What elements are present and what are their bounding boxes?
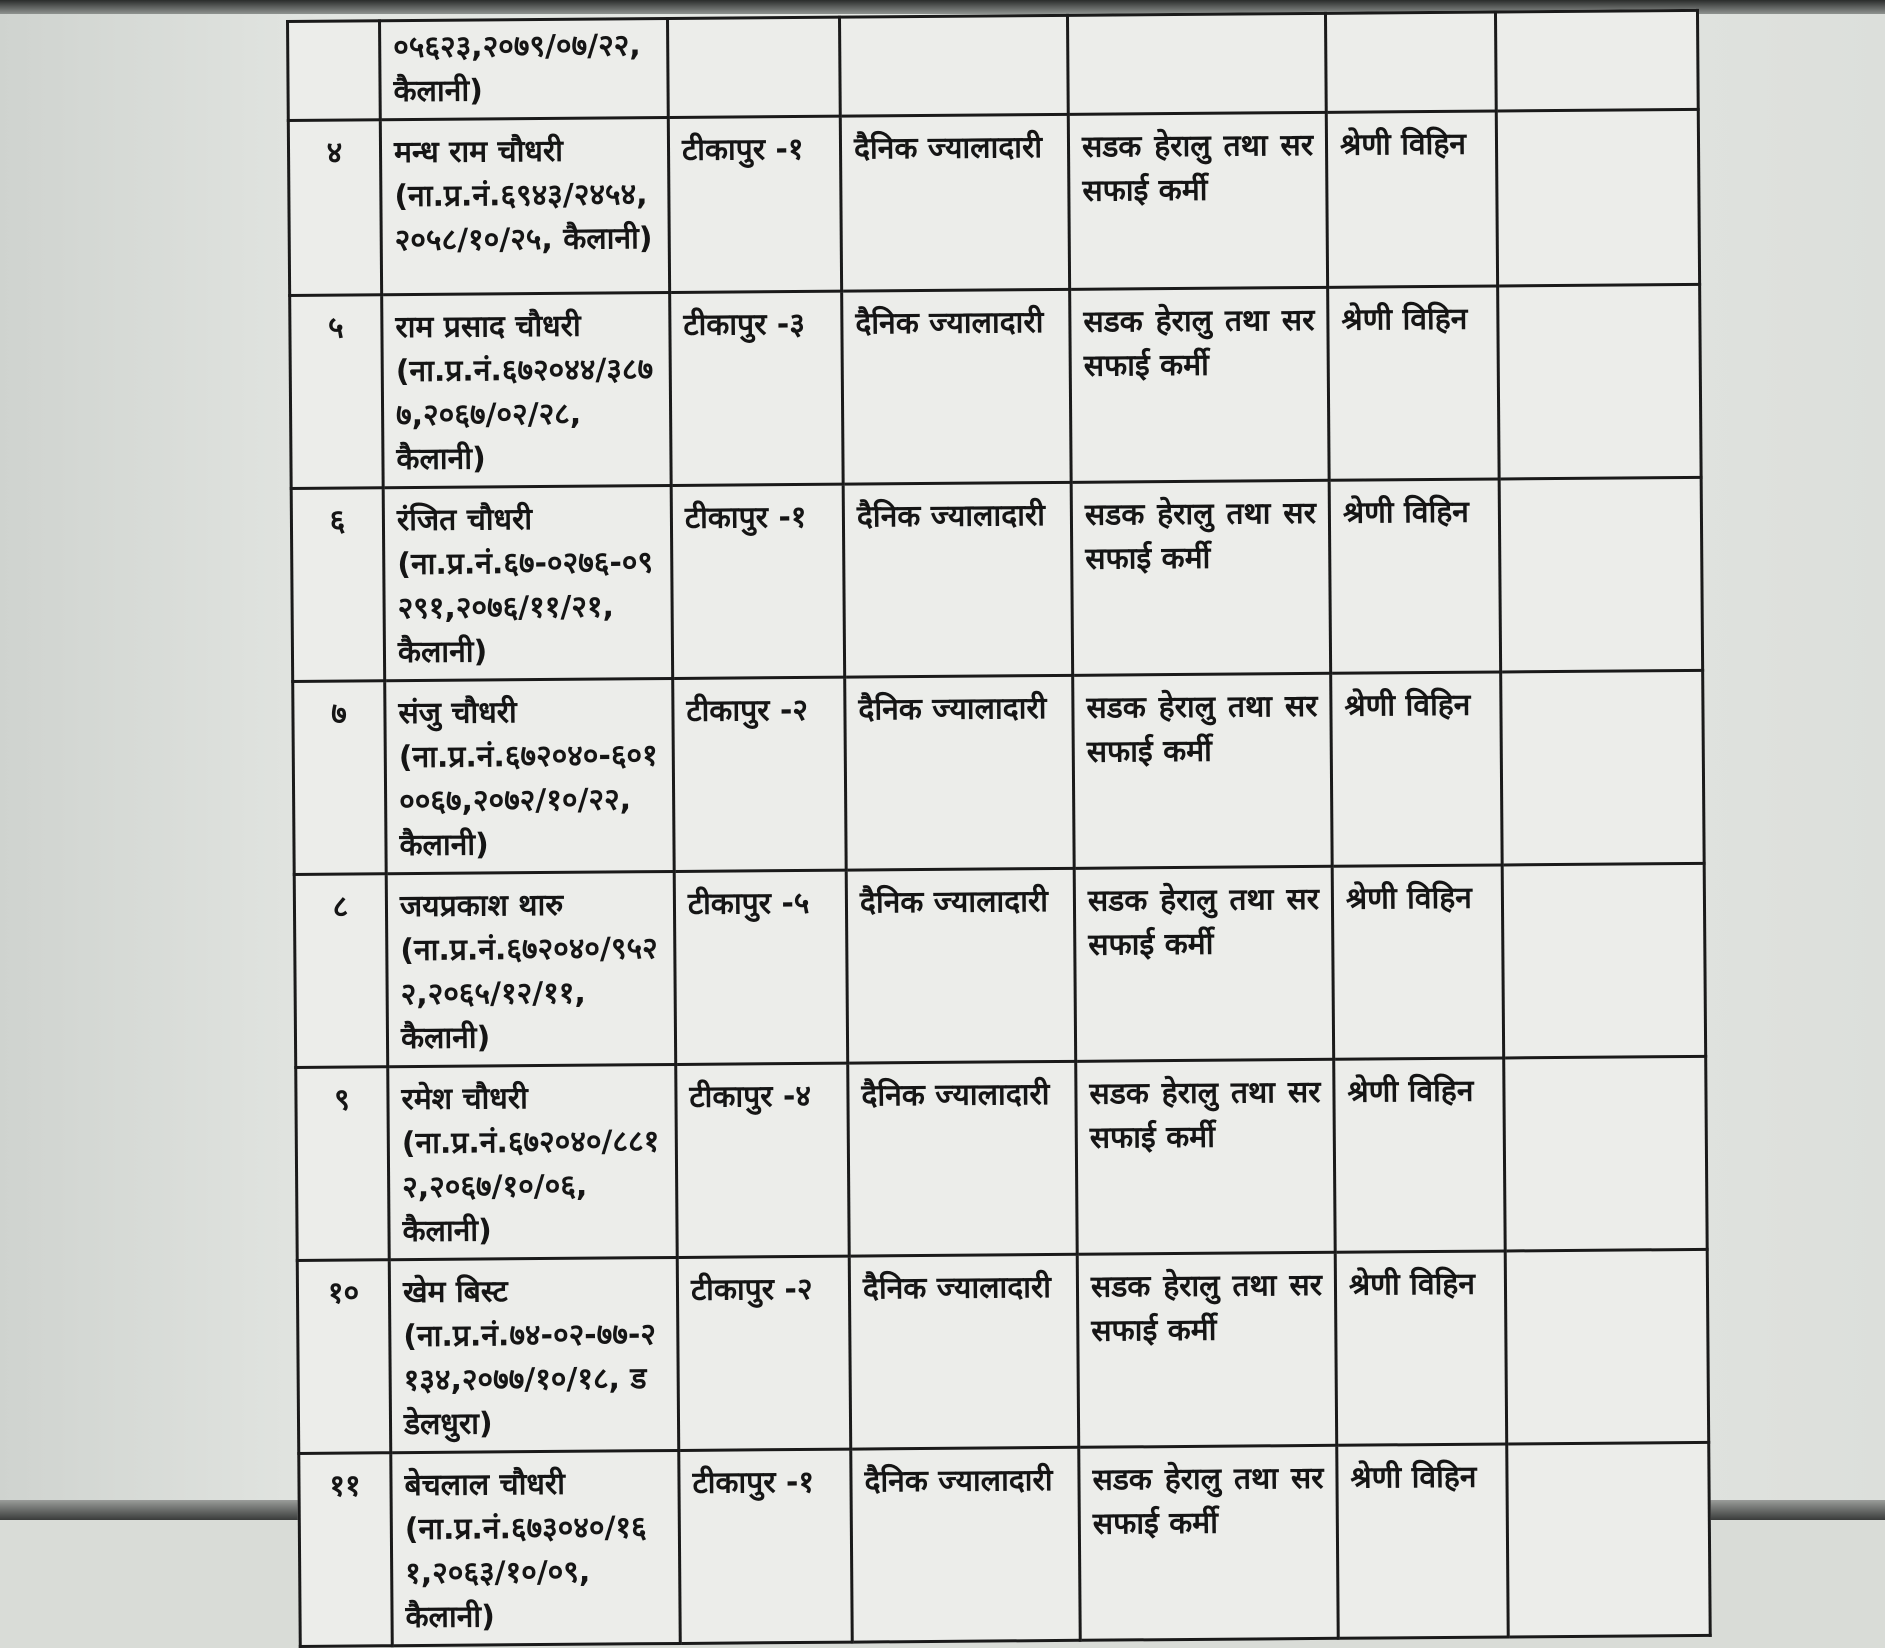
role-cell: सडक हेरालु तथा सरसफाई कर्मी (1071, 480, 1331, 675)
table-row (294, 863, 1705, 1067)
name-cell (386, 871, 676, 1066)
grade-cell: श्रेणी विहिन (1335, 1251, 1507, 1445)
sn-cell: ११ (299, 1453, 393, 1647)
name-cell (382, 292, 672, 487)
name-cell (380, 19, 669, 120)
table-row (299, 1442, 1710, 1646)
role-cell: सडक हेरालु तथा सरसफाई कर्मी (1079, 1445, 1339, 1640)
table-row (293, 670, 1704, 874)
remarks-cell (1501, 670, 1705, 865)
table-row (291, 477, 1702, 681)
staff-name: रमेश चौधरी (401, 1081, 528, 1118)
address-cell: टीकापुर -२ (673, 677, 847, 871)
sn-cell: ७ (293, 681, 387, 875)
staff-name: राम प्रसाद चौधरी (395, 308, 581, 346)
name-cell (383, 485, 673, 680)
role-cell: सडक हेरालु तथा सरसफाई कर्मी (1068, 112, 1327, 289)
sn-cell: ६ (291, 488, 385, 682)
type-cell (839, 15, 1068, 116)
sn-cell: ५ (290, 295, 384, 489)
type-cell: दैनिक ज्यालादारी (849, 1254, 1079, 1449)
type-cell: दैनिक ज्यालादारी (848, 1061, 1078, 1256)
citizenship-details: (ना.प्र.नं.६७२०४०/९५२२,२०६५/१२/११, कैलानी) (400, 931, 658, 1057)
citizenship-details: (ना.प्र.नं.६७२०४४/३८७७,२०६७/०२/२८, कैलानी) (395, 352, 654, 478)
grade-cell: श्रेणी विहिन (1326, 111, 1497, 287)
grade-cell: श्रेणी विहिन (1328, 286, 1500, 480)
remarks-cell (1496, 109, 1699, 286)
staff-name: रंजित चौधरी (396, 502, 533, 539)
grade-cell: श्रेणी विहिन (1334, 1058, 1506, 1252)
grade-cell: श्रेणी विहिन (1337, 1444, 1509, 1638)
remarks-cell (1504, 1056, 1708, 1251)
citizenship-details: (ना.प्र.नं.७४-०२-७७-२१३४,२०७७/१०/१८, डडेलधुरा) (403, 1317, 657, 1443)
type-cell: दैनिक ज्यालादारी (843, 482, 1073, 677)
citizenship-details: (ना.प्र.नं.६७-०२७६-०९२९१,२०७६/११/२१, कैलानी) (397, 545, 654, 671)
staff-table-container (286, 9, 1707, 1636)
staff-name: जयप्रकाश थारु (399, 887, 564, 925)
citizenship-details: (ना.प्र.नं.६७२०४०-६०१००६७,२०७२/१०/२२, कैलानी) (398, 738, 658, 864)
citizenship-details: (ना.प्र.नं.६९४३/२४५४,२०५८/१०/२५, कैलानी) (394, 177, 653, 259)
table-row-fragment (288, 10, 1699, 120)
citizenship-details: (ना.प्र.नं.६७२०४०/८८१२,२०६७/१०/०६, कैलानी) (401, 1124, 660, 1250)
table-row (290, 284, 1701, 488)
address-cell: टीकापुर -२ (677, 1256, 851, 1450)
grade-cell: श्रेणी विहिन (1329, 479, 1501, 673)
address-cell (668, 17, 841, 117)
role-cell: सडक हेरालु तथा सरसफाई कर्मी (1074, 866, 1334, 1061)
table-row (288, 109, 1699, 295)
remarks-cell (1499, 477, 1703, 672)
staff-name: मन्ध राम चौधरी (393, 133, 564, 171)
staff-name: बेचलाल चौधरी (404, 1466, 566, 1504)
role-cell (1067, 13, 1326, 114)
staff-table (286, 9, 1712, 1648)
role-cell: सडक हेरालु तथा सरसफाई कर्मी (1077, 1252, 1337, 1447)
address-cell: टीकापुर -१ (679, 1449, 853, 1643)
remarks-cell (1495, 10, 1698, 111)
name-cell (385, 678, 675, 873)
type-cell: दैनिक ज्यालादारी (846, 868, 1076, 1063)
type-cell: दैनिक ज्यालादारी (842, 289, 1072, 484)
role-cell: सडक हेरालु तथा सरसफाई कर्मी (1073, 673, 1333, 868)
table-row (297, 1249, 1708, 1453)
staff-name: खेम बिस्ट (402, 1274, 508, 1311)
type-cell: दैनिक ज्यालादारी (845, 675, 1075, 870)
remarks-cell (1502, 863, 1706, 1058)
address-cell: टीकापुर -३ (670, 291, 844, 485)
remarks-cell (1507, 1442, 1711, 1637)
citizenship-details: ०५६२३,२०७९/०७/२२, कैलानी) (393, 28, 641, 110)
role-cell: सडक हेरालु तथा सरसफाई कर्मी (1070, 287, 1330, 482)
citizenship-details: (ना.प्र.नं.६७३०४०/१६१,२०६३/१०/०९, कैलानी) (404, 1510, 647, 1636)
type-cell: दैनिक ज्यालादारी (851, 1447, 1081, 1642)
staff-name: संजु चौधरी (398, 695, 517, 732)
table-row (296, 1056, 1707, 1260)
grade-cell (1325, 12, 1496, 112)
name-cell (391, 1450, 681, 1645)
address-cell: टीकापुर -१ (671, 484, 845, 678)
role-cell: सडक हेरालु तथा सरसफाई कर्मी (1076, 1059, 1336, 1254)
address-cell: टीकापुर -१ (668, 116, 841, 292)
name-cell (380, 118, 669, 295)
address-cell: टीकापुर -५ (674, 870, 848, 1064)
name-cell (389, 1257, 679, 1452)
remarks-cell (1498, 284, 1702, 479)
type-cell: दैनिक ज्यालादारी (840, 114, 1069, 291)
remarks-cell (1505, 1249, 1709, 1444)
sn-cell (288, 21, 381, 121)
address-cell: टीकापुर -४ (676, 1063, 850, 1257)
sn-cell: ८ (294, 874, 388, 1068)
sn-cell: १० (297, 1260, 391, 1454)
grade-cell: श्रेणी विहिन (1331, 672, 1503, 866)
sn-cell: ९ (296, 1067, 390, 1261)
name-cell (388, 1064, 678, 1259)
grade-cell: श्रेणी विहिन (1332, 865, 1504, 1059)
sn-cell: ४ (288, 120, 381, 296)
